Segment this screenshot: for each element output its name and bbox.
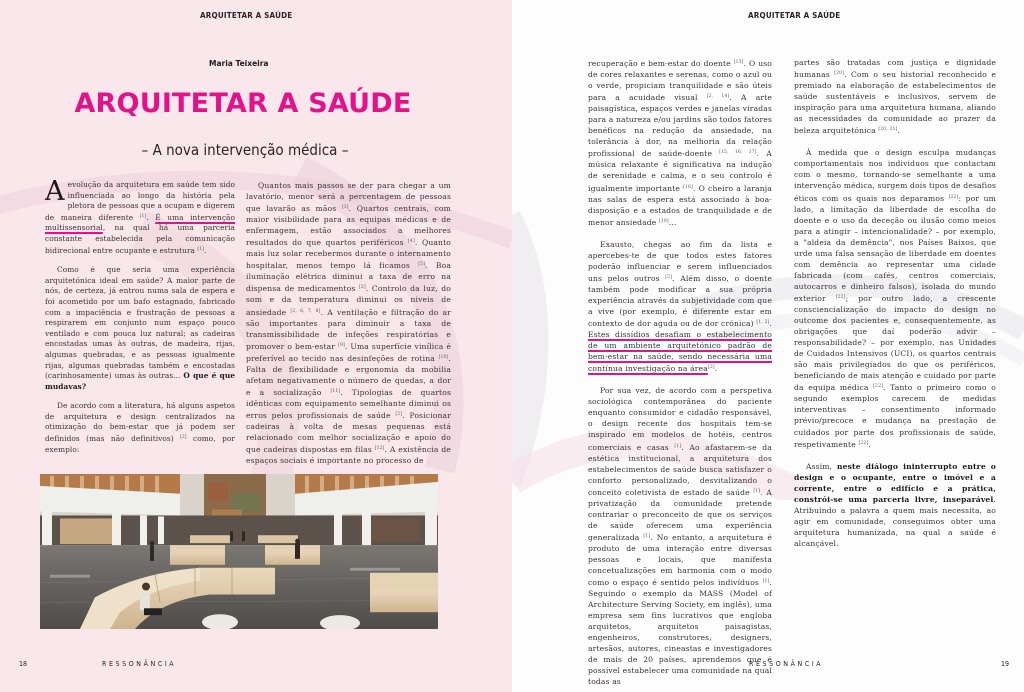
text-run: . Uma superfície vinílica é preferível ao tecido nas desinfeções de rotina [246, 341, 451, 363]
text-run: . Quartos centrais, com maior visibilidade para as equipas médicas e de enfermagem, estão associados a melhores resultados do que quartos periféricos [246, 204, 451, 248]
citation: [10] [438, 354, 449, 360]
paragraph [794, 57, 996, 136]
text-run: . A música relaxante é significativa na indução de serenidade e calma, e o seu controlo é igualmente importante [588, 149, 772, 193]
text-run: recuperação e bem-estar do doente [588, 59, 734, 68]
author-name: Maria Teixeira [209, 59, 269, 68]
citation: [1] [197, 246, 204, 252]
citation: [3] [341, 205, 349, 211]
text-run: . A privatização da comunidade pretende contrariar o preconceito de que os serviços de saúde oferecem uma experiência generalizada [588, 487, 773, 542]
column-4 [794, 57, 996, 560]
paragraph [246, 180, 451, 466]
citation: [20] [834, 71, 845, 77]
hospital-atrium-photo [40, 474, 438, 629]
text-run: . [897, 126, 900, 136]
column-1 [45, 176, 235, 464]
citation: [13] [733, 60, 744, 65]
text-run: . [868, 439, 871, 449]
magazine-name: RESSONÂNCIA [749, 660, 824, 668]
highlighted-text: Estes dissídios desafiam o estabelecimento de um ambiente arquitetónico padrão de bem-estar na saúde, sendo necessária uma contínua investigação na área [588, 330, 772, 374]
text-run: . No entanto, a arquitetura é produto de uma interação entre diversas pessoas e locais, que manifesta concetualizações em harmonia com o modo como o espaço é sentido pelos indivíduos [588, 532, 772, 588]
text-run: ; por outro lado, a crescente consciencialização do impacto do design no outcome dos pacientes e, consequentemente, as obrigações que daí poderão advir – responsabilidade? – por exemplo, nas Unidades de Cuidados Intensivos (UCI), os quartos centrais são mais privilegiados do que os periféricos, beneficiando de mais atenção e cuidado por parte da equipa médica [794, 293, 996, 393]
running-head: ARQUITETAR A SAÚDE [748, 11, 841, 20]
citation: [1] [643, 533, 651, 539]
citation: [2] [707, 365, 715, 371]
citation: [5] [418, 262, 426, 268]
citation: [12] [374, 446, 385, 452]
text-run: . Posicionar cadeiras à volta de mesas pequenas está relacionado com melhor socialização e apoio do que cadeiras dispostas em filas [246, 410, 451, 455]
text-run: . O uso de cores relaxantes e serenas, como o azul ou o verde, propiciam tranquilidade e são úteis para a acuidade visual [588, 59, 772, 103]
column-2 [246, 180, 451, 477]
citation: [2] [665, 274, 673, 280]
citation: [2] [395, 411, 403, 417]
paragraph [45, 176, 235, 256]
citation: [2] [180, 435, 187, 441]
citation: [11] [330, 388, 341, 394]
text-run: , na qual há uma parceria constante estabelecida pela comunicação bidirecional entre ocupante e estrutura [45, 223, 235, 255]
text-run: . Tanto o primeiro como o segundo exemplos carecem de medidas interventivas – consentimento informado prévio/precoce e mudança na prestação de cuidados por parte dos profissionais de saúde, respetivamente [794, 383, 996, 449]
text-run: . Falta de flexibilidade e ergonomia da mobilia afetam negativamente o número de quedas, a dor e a socialização [246, 353, 451, 397]
text-run: Quantos mais passos se der para chegar a um lavatório, menor será a percentagem de pessoas que lavarão as mãos [246, 181, 451, 214]
citation: [20, 21] [878, 127, 898, 133]
citation: [4] [408, 239, 415, 245]
right-page [512, 0, 1024, 692]
text-run: como, por exemplo: [45, 434, 235, 454]
citation: [1, 2] [756, 320, 770, 326]
text-run: ... [668, 217, 677, 227]
citation: [2] [358, 285, 366, 291]
text-run: partes são tratadas com justiça e dignidade humanas [794, 58, 996, 80]
bold-conclusion: neste diálogo ininterrupto entre o design e o ocupante, entre o imóvel e a corrente, entre o edifício e a prática, constrói-se uma parceria livre, inseparável [794, 461, 996, 504]
text-run: À medida que o design esculpa mudanças comportamentais nos individuos que contactam com o mesmo, tornando-se semelhante a uma intervenção médica, surgem dois tipos de desafios éticos com os quais nos deparamos [794, 148, 996, 203]
text-run: . Controlo da luz, do som e da temperatura diminui os niveis de ansiedade [246, 284, 451, 317]
text-run: De acordo com a literatura, há alguns aspetos de arquitetura e design centralizados na otimização do bem-estar que já podem ser definidos (mas não definitivos) [45, 401, 235, 444]
paragraph [588, 239, 772, 375]
text-run: Exausto, chegas ao fim da lista e apercebes-te de que todos estes fatores poderão influenciar e serem influenciados uns pelos outros [588, 239, 772, 283]
citation: [22] [873, 384, 883, 390]
citation: [22] [858, 440, 869, 446]
paragraph [45, 265, 235, 392]
citation: [2, 14] [706, 94, 730, 100]
citation: [1] [753, 488, 761, 494]
page-number: 18 [19, 660, 28, 668]
drop-cap: A [45, 176, 65, 207]
citation: [2, 6, 7, 8] [290, 308, 321, 314]
text-run: Como é que seria uma experiência arquitetónica ideal em saúde? A maior parte de nós, de certeza, já entrou numa sala de espera e foi acometido por um bafo estagnado, fabricado com a impaciência e frustração de pessoas a respirarem em conjunto num espaço pouco ventilado e com pouca luz natural; as cadeiras encostadas umas às outras, de madeira, rijas, algumas quebradas, e as pessoas igualmente rijas, algumas quebradas também e encostadas (carinhosamente) umas às outras... [45, 265, 235, 381]
text-run: . Quanto mais luz solar recebermos durante o internamento hospitalar, menos tempo lá ficamos [246, 238, 452, 271]
text-run: . Além disso, o doente também pode modificar a sua própria experiência através da subjetividade com que a vive (por exemplo, é diferente estar em contexto de dor aguda ou de dor crónica) [588, 273, 773, 329]
text-run: . Com o seu historial reconhecido e premiado na elaboração de estabelecimentos de saúde sustentáveis e inclusivos, servem de inspiração para uma arquitetura humana, aliando as necessidades da comunidade ao prazer da beleza arquitetónica [794, 70, 996, 136]
citation: [15, 16, 17] [719, 150, 757, 156]
paragraph [588, 385, 772, 687]
bold-question: O que é que mudavas? [45, 371, 235, 391]
text-run: . Seguindo o exemplo da MASS (Model of Architecture Serving Society, em inglês), uma empresa sem fins lucrativos que engloba arquitetos, arquitetos paisagistas, engenheiros, construtores, designers, artesãos, autores, cineastas e investigadores de mais de 20 países, aprendemos que é possível estabelecer uma comunidade na qual todas as [588, 578, 772, 687]
running-head: ARQUITETAR A SAÚDE [200, 11, 293, 20]
text-run: . [146, 212, 156, 222]
citation: [22] [948, 194, 959, 200]
citation: [9] [338, 342, 345, 348]
citation: [22] [835, 294, 846, 300]
magazine-name: RESSONÂNCIA [102, 660, 177, 668]
paragraph [588, 57, 772, 228]
citation: [1] [674, 443, 682, 449]
text-run: . A existência de espaços sociais é importante no processo de [246, 445, 451, 466]
article-subtitle: – A nova intervenção médica – [141, 141, 349, 159]
text-run: Por sua vez, de acordo com a perspetiva sociológica contemporânea do paciente enquanto consumidor e cidadão responsável, o design recente dos hospitais tem-se inspirado em modelos de hotéis, centros comerciais e casas [588, 386, 772, 452]
paragraph [794, 461, 996, 549]
paragraph [45, 401, 235, 455]
text-run: . [769, 319, 772, 329]
page-number: 19 [1001, 660, 1010, 668]
text-run: : por um lado, a limitação da liberdade de escolha do doente e o uso da deceção ou ilusão como meios para a atingir – intencionalidade? – por exemplo, a "aldeia da demência", nos Países Baixos, que urde uma falsa sensação de liberdade em doentes com demência ao representar uma cidade fabricada (com cafés, centros comerciais, autocarros e dinheiro falsos), isolada do mundo exterior [794, 193, 996, 303]
text-run: Assim, [806, 461, 837, 471]
paragraph [794, 147, 996, 449]
text-run: . Tipologias de quartos idênticas com equipamento semelhante diminui os erros pelos profissionais de saúde [246, 387, 452, 420]
text-run: . Ao afastarem-se da estética institucional, a arquitetura dos estabelecimentos de saúde busca satisfazer o conforto personalizado, desvitalizando o conceito coletivista de estado de saúde [588, 442, 772, 497]
citation: [1] [762, 579, 770, 585]
text-run: . A arte paisagística, espaços verdes e janelas viradas para a natureza e/ou jardins são todos fatores benéficos na redução da ansiedade, na tolerância à dor, na melhoria da relação profissional de saúde-doente [588, 93, 772, 159]
citation: [19] [659, 218, 669, 224]
text-run: . [714, 364, 718, 374]
text-run: . Boa iluminação elétrica diminui a taxa de erro na dispensa de medicamentos [246, 261, 451, 294]
text-run: . A ventilação e filtração do ar são importantes para diminuir a taxa de transmissibilidade de infeções respiratórias e promover o bem-estar [246, 307, 451, 351]
highlighted-text: É uma intervenção multissensorial [45, 212, 235, 233]
text-run: evolução da arquitetura em saúde tem sido influenciada ao longo da história pela pletora de pessoas que a ocupam e digerem de maneira diferente [45, 180, 235, 222]
text-run: . [203, 245, 207, 255]
citation: [18] [683, 184, 693, 190]
text-run: . O cheiro a laranja nas salas de espera está associado à boa-disposição e a estados de tranquilidade e de menor ansiedade [588, 183, 772, 227]
citation: [1] [139, 213, 147, 219]
column-3 [588, 57, 772, 692]
photo-illustration [40, 474, 438, 629]
text-run: . Atribuindo a palavra a quem mais necessita, ao agir em comunidade, conseguimos obter uma arquitetura humanizada, na qual a saúde é alcançável. [794, 494, 996, 548]
article-title: ARQUITETAR A SAÚDE [74, 88, 412, 119]
